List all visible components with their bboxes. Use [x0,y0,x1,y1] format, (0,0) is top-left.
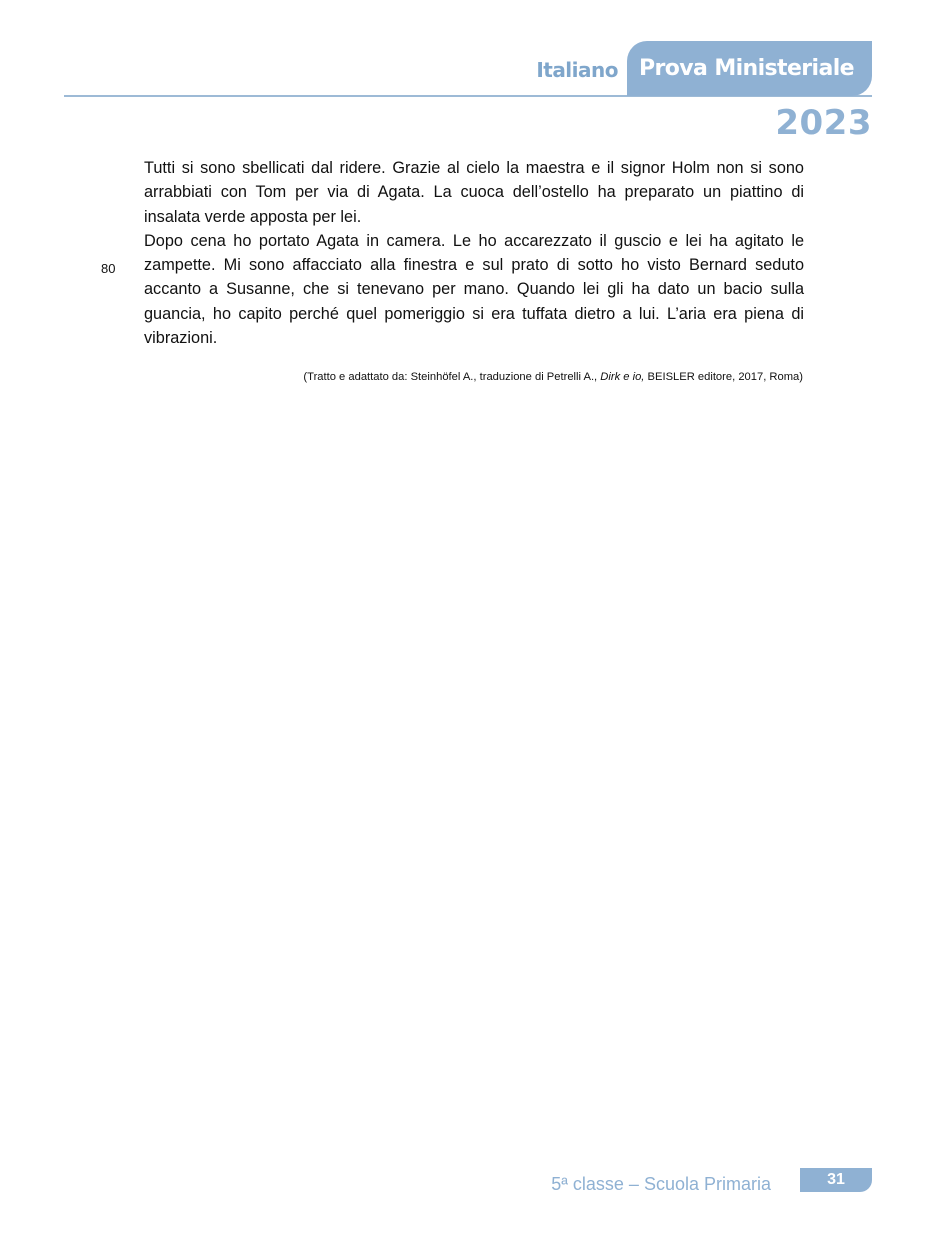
paragraph: Tutti si sono sbellicati dal ridere. Grazie al cielo la maestra e il signor Holm non si sono arrabbiati con Tom per via di Agata. La cuoca dell’ostello ha preparato un piattino di insalata verde apposta per lei. [144,159,804,226]
citation-title: Dirk e io, [600,371,645,383]
source-citation [144,371,803,383]
paragraph: Dopo cena ho portato Agata in camera. Le ho accarezzato il guscio e lei ha agitato le zampette. Mi sono affacciato alla finestra e sul prato di sotto ho visto Bernard seduto accanto a Susanne, che si tenevano per mano. Quando lei gli ha dato un bacio sulla guancia, ho capito perché quel pomeriggio si era tuffata dietro a lui. L’aria era piena di vibrazioni. [144,231,804,348]
citation-prefix: (Tratto e adattato da: Steinhöfel A., traduzione di Petrelli A., [303,371,598,383]
page-number-tab [800,1168,872,1192]
exam-tab [627,41,872,96]
exam-tab-label: Prova Ministeriale [638,56,854,81]
exam-year: 2023 [775,103,872,143]
line-number: 80 [101,261,116,276]
subject-label: Italiano [536,58,618,82]
citation-suffix: BEISLER editore, 2017, Roma) [647,371,803,383]
reading-text [144,156,804,350]
footer-class-label: 5ª classe – Scuola Primaria [551,1174,771,1194]
page-number: 31 [827,1171,845,1188]
